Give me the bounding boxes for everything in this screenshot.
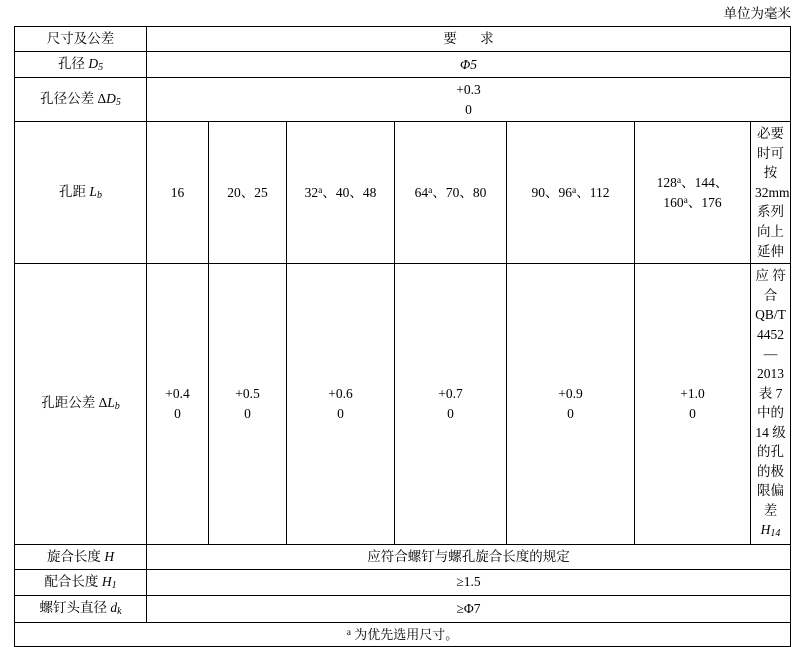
row-label-prefix: 孔距公差 Δ — [41, 395, 108, 411]
row-label-subscript: 5 — [98, 61, 104, 73]
row-label-symbol: D — [88, 55, 99, 71]
hole-spacing-value-5: 90、96$^a$、112 — [531, 184, 610, 200]
hole-spacing-value-2: 20、25 — [227, 184, 268, 200]
row-label-subscript: b — [96, 189, 102, 201]
footnote-marker: a — [346, 627, 352, 638]
row-label-symbol: H — [101, 573, 112, 589]
table-row-fit-length — [15, 569, 791, 596]
table-row-engagement-length — [15, 544, 791, 569]
hole-spacing-value-6: 128$^a$、144、160$^a$、176 — [656, 175, 729, 210]
row-label-screw-head-diameter — [15, 596, 147, 623]
row-label-prefix: 螺钉头直径 — [39, 600, 111, 615]
tolerance-upper: +1.0 — [680, 386, 705, 402]
hole-spacing-tolerance-cell-6 — [635, 264, 751, 545]
tolerance-upper: +0.6 — [328, 386, 353, 402]
hole-spacing-tolerance-cell-4 — [395, 264, 507, 545]
hole-spacing-cell-3 — [287, 122, 395, 264]
table-row-hole-spacing-tolerance — [15, 264, 791, 545]
tolerance-upper: +0.3 — [456, 82, 481, 98]
table-header-row — [15, 27, 791, 52]
row-value-fit-length: ≥1.5 — [147, 569, 791, 596]
tolerance-upper: +0.5 — [235, 386, 260, 402]
hole-spacing-value-4: 64$^a$、70、80 — [414, 184, 487, 200]
row-label-hole-spacing-tolerance — [15, 264, 147, 545]
tolerance-lower: 0 — [244, 406, 251, 422]
hole-spacing-value-3: 32$^a$、40、48 — [304, 184, 377, 200]
row-label-engagement-length — [15, 544, 147, 569]
table-footnote-row — [15, 622, 791, 647]
tolerance-lower: 0 — [337, 406, 344, 422]
row-label-prefix: 旋合长度 — [46, 548, 105, 564]
row-label-hole-spacing — [15, 122, 147, 264]
table-row-hole-diameter — [15, 51, 791, 78]
row-label-symbol: L — [89, 183, 97, 199]
row-label-symbol: H — [104, 548, 115, 564]
table-row-hole-spacing — [15, 122, 791, 264]
row-label-symbol: L — [107, 395, 115, 411]
tolerance-upper: +0.9 — [558, 386, 583, 402]
tolerance-lower: 0 — [447, 406, 454, 422]
row-label-hole-diameter — [15, 51, 147, 78]
row-value-hole-diameter-tolerance — [147, 78, 791, 122]
hole-spacing-cell-2 — [209, 122, 287, 264]
row-label-subscript: k — [117, 606, 122, 617]
hole-spacing-tolerance-cell-1 — [147, 264, 209, 545]
hole-spacing-value-1: 16 — [170, 184, 185, 200]
tolerance-lower: 0 — [689, 406, 696, 422]
hole-spacing-tolerance-cell-3 — [287, 264, 395, 545]
hole-diameter-value: Φ5 — [460, 56, 478, 72]
row-label-prefix: 配合长度 — [44, 573, 102, 589]
hole-spacing-cell-6 — [635, 122, 751, 264]
hole-spacing-note: 必要时可按32mm 系列向上延伸 — [751, 122, 791, 264]
row-label-subscript: 5 — [115, 96, 121, 108]
hole-spacing-cell-4 — [395, 122, 507, 264]
header-requirement-text: 要 求 — [443, 31, 504, 46]
note-subscript: 14 — [770, 528, 781, 540]
row-label-hole-diameter-tolerance — [15, 78, 147, 122]
tolerance-upper: +0.4 — [165, 386, 190, 402]
tolerance-upper: +0.7 — [438, 386, 463, 402]
table-row-hole-diameter-tolerance — [15, 78, 791, 122]
row-value-hole-diameter — [147, 51, 791, 78]
hole-spacing-cell-1 — [147, 122, 209, 264]
hole-spacing-tolerance-note — [751, 264, 791, 545]
table-row-screw-head-diameter — [15, 596, 791, 623]
note-symbol: H — [760, 522, 771, 538]
unit-note: 单位为毫米 — [723, 6, 791, 21]
row-label-prefix: 孔距 — [59, 183, 90, 199]
hole-spacing-tolerance-cell-2 — [209, 264, 287, 545]
tolerance-lower: 0 — [465, 101, 472, 117]
row-label-prefix: 孔径 — [57, 55, 89, 71]
specification-table — [14, 26, 791, 647]
row-label-fit-length — [15, 569, 147, 596]
row-value-engagement-length: 应符合螺钉与螺孔旋合长度的规定 — [147, 544, 791, 569]
header-label-cell: 尺寸及公差 — [15, 27, 147, 52]
row-label-symbol: D — [106, 90, 116, 106]
row-value-screw-head-diameter: ≥Φ7 — [147, 596, 791, 623]
tolerance-lower: 0 — [567, 406, 574, 422]
header-requirement-cell — [147, 27, 791, 52]
row-label-subscript: b — [114, 401, 120, 413]
tolerance-lower: 0 — [174, 406, 181, 422]
row-label-subscript: 1 — [111, 579, 117, 591]
hole-spacing-cell-5 — [507, 122, 635, 264]
hole-spacing-tolerance-cell-5 — [507, 264, 635, 545]
note-text: 应 符 合 QB/T 4452—2013 表 7 中的 14 级的孔的极限偏差 — [755, 268, 786, 518]
footnote-cell — [15, 622, 791, 647]
row-label-symbol: d — [110, 600, 118, 615]
footnote-text: 为优先选用尺寸。 — [351, 626, 459, 642]
row-label-prefix: 孔径公差 Δ — [40, 90, 107, 106]
